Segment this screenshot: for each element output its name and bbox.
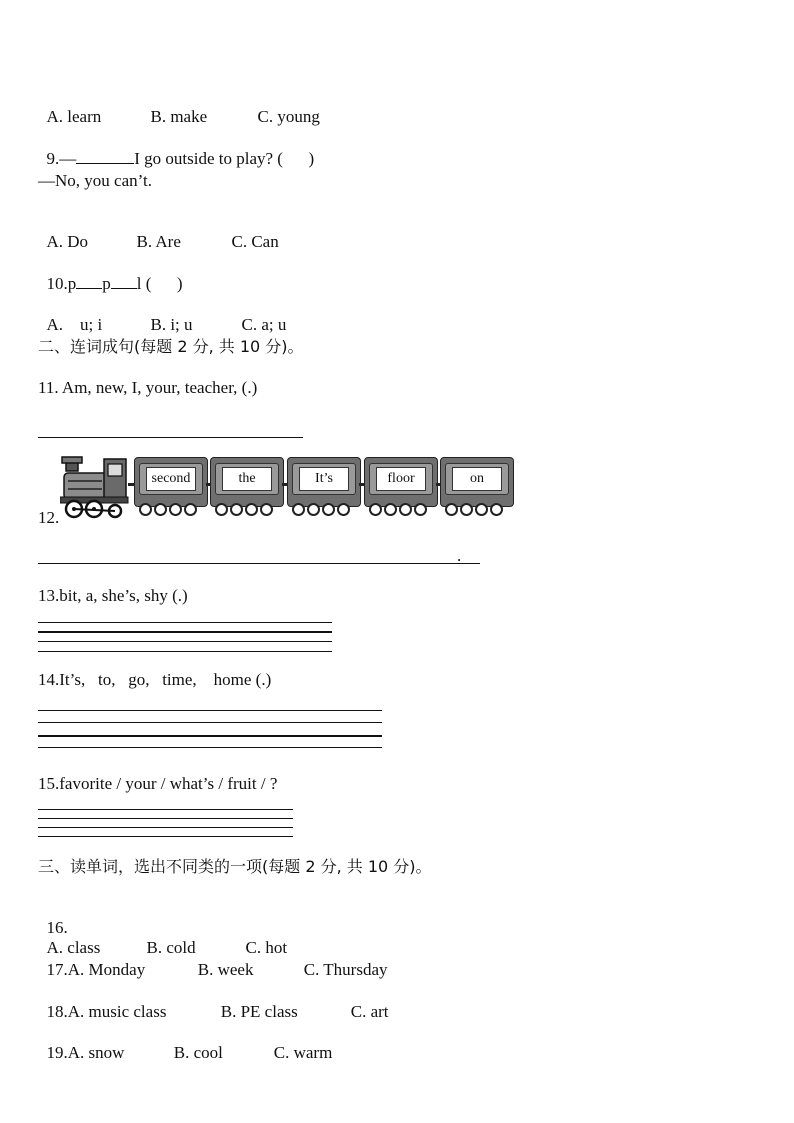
wheel <box>460 503 473 516</box>
q18-row <box>38 982 389 1022</box>
wheel <box>260 503 273 516</box>
q19-row <box>38 1023 332 1063</box>
q9-blank <box>76 149 134 164</box>
wheel <box>445 503 458 516</box>
q16-option-b: B. cold <box>146 938 196 957</box>
q17-option-a: A. Monday <box>67 960 146 979</box>
wheel <box>399 503 412 516</box>
q8-options <box>38 87 320 127</box>
q9-suffix: I go outside to play? ( ) <box>134 149 315 168</box>
wheel <box>215 503 228 516</box>
q15-writing-line-2 <box>38 818 293 819</box>
train-word-4: floor <box>376 467 426 491</box>
q13-writing-line-2 <box>38 631 332 633</box>
q18-number: 18. <box>46 1002 68 1021</box>
section-2-heading: 二、连词成句(每题 2 分, 共 10 分)。 <box>38 337 304 356</box>
q10-part3: l ( ) <box>136 274 183 293</box>
q14-writing-line-1 <box>38 710 382 711</box>
train-car-3 <box>287 457 361 507</box>
q14-text: 14.It’s, to, go, time, home (.) <box>38 670 272 689</box>
q14-writing-line-4 <box>38 747 382 748</box>
q10-blank-1 <box>76 274 102 289</box>
q9-prompt <box>38 129 314 169</box>
q8-option-c: C. young <box>257 107 320 126</box>
q10-prompt <box>38 254 183 294</box>
q15-writing-line-3 <box>38 827 293 828</box>
q19-option-c: C. warm <box>273 1043 333 1062</box>
q9-options <box>38 212 279 252</box>
wheel <box>139 503 152 516</box>
wheel <box>245 503 258 516</box>
q13-writing-line-3 <box>38 641 332 642</box>
q17-number: 17. <box>46 960 68 979</box>
wheel <box>475 503 488 516</box>
train-car-1 <box>134 457 208 507</box>
q17-option-b: B. week <box>197 960 254 979</box>
q13-writing-line-4 <box>38 651 332 652</box>
q16-option-a: A. class <box>46 938 101 957</box>
wheel <box>184 503 197 516</box>
wheel <box>322 503 335 516</box>
q12-answer-line <box>38 563 480 564</box>
q18-option-b: B. PE class <box>220 1002 298 1021</box>
q10-blank-2 <box>111 274 137 289</box>
q8-option-b: B. make <box>150 107 208 126</box>
train-car-2 <box>210 457 284 507</box>
train-word-3: It’s <box>299 467 349 491</box>
wheel <box>230 503 243 516</box>
q19-option-b: B. cool <box>173 1043 223 1062</box>
wheel <box>384 503 397 516</box>
q9-option-b: B. Are <box>136 232 181 251</box>
q14-writing-line-3 <box>38 735 382 737</box>
q9-prefix: 9.— <box>46 149 77 168</box>
q17-option-c: C. Thursday <box>303 960 388 979</box>
wheel <box>369 503 382 516</box>
train-locomotive-icon <box>60 455 130 521</box>
train-word-1: second <box>146 467 196 491</box>
q10-part2: p <box>102 274 111 293</box>
q10-option-a: A. u; i <box>46 315 103 334</box>
q18-option-c: C. art <box>350 1002 389 1021</box>
q9-option-a: A. Do <box>46 232 89 251</box>
train-word-2: the <box>222 467 272 491</box>
q10-option-c: C. a; u <box>241 315 287 334</box>
q13-writing-line-1 <box>38 622 332 623</box>
q16-option-c: C. hot <box>245 938 288 957</box>
q18-option-a: A. music class <box>67 1002 167 1021</box>
q19-option-a: A. snow <box>67 1043 125 1062</box>
q15-writing-line-1 <box>38 809 293 810</box>
section-3-heading: 三、读单词，选出不同类的一项(每题 2 分, 共 10 分)。 <box>38 857 432 876</box>
q14-writing-line-2 <box>38 722 382 723</box>
q19-number: 19. <box>46 1043 68 1062</box>
q10-option-b: B. i; u <box>150 315 193 334</box>
wheel <box>154 503 167 516</box>
train-car-4 <box>364 457 438 507</box>
q10-part1: 10.p <box>46 274 77 293</box>
q12-end-mark: . <box>457 546 462 565</box>
q8-option-a: A. learn <box>46 107 102 126</box>
q11-text: 11. Am, new, I, your, teacher, (.) <box>38 378 258 397</box>
wheel <box>169 503 182 516</box>
q9-answer-line: —No, you can’t. <box>38 171 152 190</box>
q9-option-c: C. Can <box>231 232 279 251</box>
q10-options <box>38 295 286 335</box>
train-car-5 <box>440 457 514 507</box>
train-word-5: on <box>452 467 502 491</box>
q17-row <box>38 940 388 980</box>
q12-number: 12. <box>38 508 60 527</box>
q15-text: 15.favorite / your / what’s / fruit / ? <box>38 774 278 793</box>
q15-writing-line-4 <box>38 836 293 837</box>
q13-text: 13.bit, a, she’s, shy (.) <box>38 586 188 605</box>
q16-number: 16. <box>46 918 68 937</box>
wheel <box>292 503 305 516</box>
wheel <box>414 503 427 516</box>
wheel <box>490 503 503 516</box>
wheel <box>307 503 320 516</box>
q11-answer-line <box>38 437 303 438</box>
wheel <box>337 503 350 516</box>
